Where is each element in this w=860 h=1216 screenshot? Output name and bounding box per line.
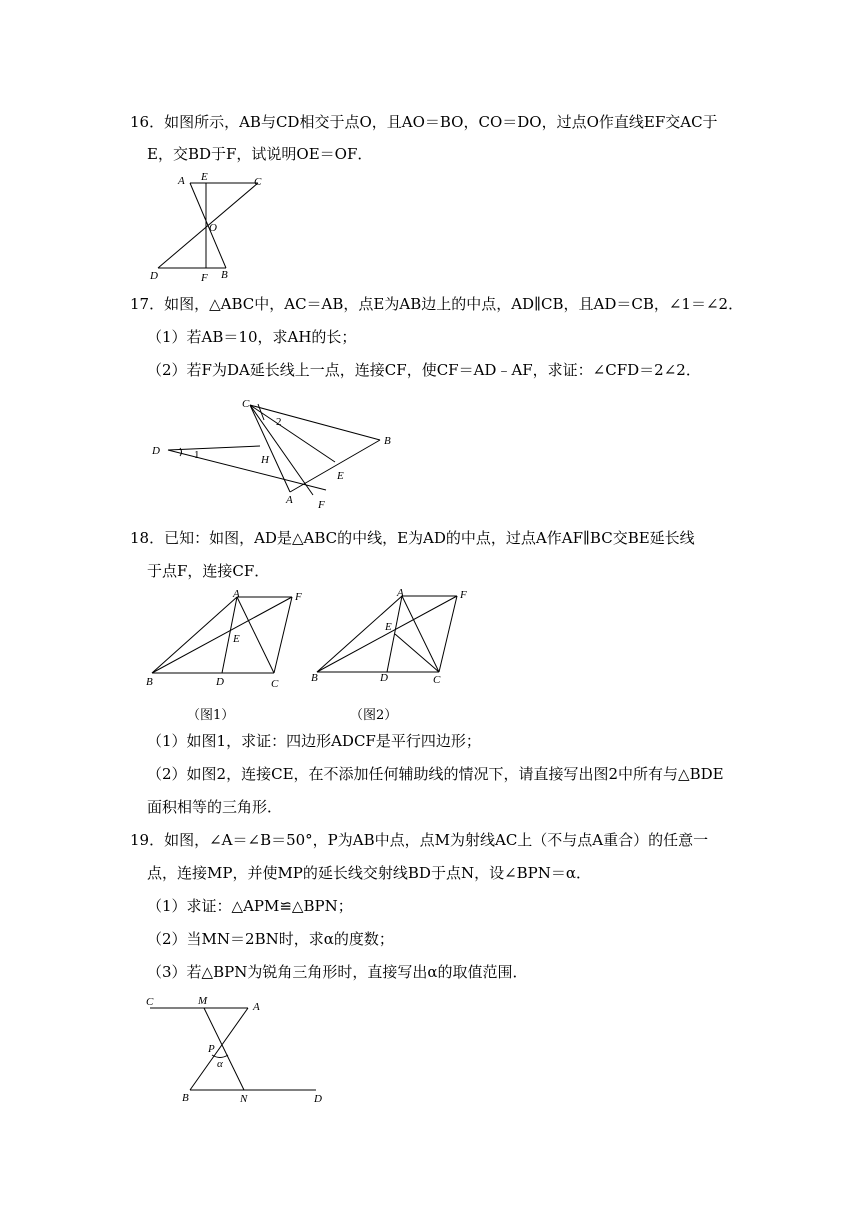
label-D: D: [152, 445, 160, 457]
label-O: O: [209, 222, 217, 234]
label-A: A: [397, 587, 404, 599]
problem-19-figure: [140, 990, 340, 1110]
label-E: E: [385, 621, 392, 633]
label-C: C: [254, 176, 262, 188]
label-H: H: [261, 454, 269, 466]
problem-number: 18．: [130, 529, 165, 547]
label-E: E: [337, 470, 344, 482]
label-F: F: [295, 591, 302, 603]
problem-18-part-2-cont: 面积相等的三角形．: [147, 798, 283, 816]
label-D: D: [314, 1093, 322, 1105]
label-A: A: [253, 1001, 260, 1013]
label-E: E: [233, 633, 240, 645]
problem-19-line-2: 点，连接MP，并使MP的延长线交射线BD于点N，设∠BPN＝α．: [147, 864, 592, 882]
problem-number: 19．: [130, 831, 165, 849]
label-B: B: [182, 1092, 189, 1104]
problem-text: 如图所示，AB与CD相交于点O，且AO＝BO，CO＝DO，过点O作直线EF交AC于: [164, 113, 718, 131]
label-P: P: [208, 1043, 215, 1055]
figure-1-caption: （图1）: [187, 708, 235, 723]
problem-number: 17．: [130, 295, 165, 313]
label-D: D: [216, 676, 224, 688]
problem-17-part-2: （2）若F为DA延长线上一点，连接CF，使CF＝AD﹣AF，求证：∠CFD＝2∠2．: [147, 361, 701, 379]
label-N: N: [240, 1093, 248, 1105]
problem-19-part-2: （2）当MN＝2BN时，求α的度数；: [147, 930, 394, 948]
label-B: B: [146, 676, 153, 688]
label-D: D: [150, 270, 158, 282]
problem-19-part-3: （3）若△BPN为锐角三角形时，直接写出α的取值范围．: [147, 963, 528, 981]
problem-18-figure-1: [140, 586, 320, 696]
label-C: C: [271, 678, 279, 690]
problem-text: 已知：如图，AD是△ABC的中线，E为AD的中点，过点A作AF∥BC交BE延长线: [164, 529, 695, 547]
problem-17-part-1: （1）若AB＝10，求AH的长；: [147, 328, 357, 346]
label-M: M: [198, 995, 208, 1007]
problem-text: 如图，∠A＝∠B＝50°，P为AB中点，点M为射线AC上（不与点A重合）的任意一: [164, 831, 709, 849]
problem-18-part-2: （2）如图2，连接CE，在不添加任何辅助线的情况下，请直接写出图2中所有与△BDE: [147, 765, 724, 783]
problem-18-line-1: [130, 528, 695, 548]
label-alpha: α: [217, 1058, 223, 1070]
problem-text: 如图，△ABC中，AC＝AB，点E为AB边上的中点，AD∥CB，且AD＝CB，∠1＝∠2．: [164, 295, 744, 313]
label-B: B: [384, 435, 391, 447]
problem-16-line-2: E，交BD于F，试说明OE＝OF．: [147, 145, 373, 163]
label-F: F: [318, 499, 325, 511]
label-C: C: [433, 674, 441, 686]
label-B: B: [221, 269, 228, 281]
problem-18-line-2: 于点F，连接CF．: [147, 562, 270, 580]
problem-18-part-1: （1）如图1，求证：四边形ADCF是平行四边形；: [147, 732, 481, 750]
label-F: F: [460, 589, 467, 601]
problem-17-line-1: [130, 294, 743, 314]
label-E: E: [201, 171, 208, 183]
label-angle-1: 1: [194, 449, 200, 461]
problem-19-part-1: （1）求证：△APM≌△BPN；: [147, 897, 353, 915]
label-A: A: [233, 588, 240, 600]
problem-19-line-1: [130, 830, 708, 850]
label-F: F: [201, 272, 208, 284]
label-C: C: [242, 398, 250, 410]
problem-16-line-1: [130, 112, 718, 132]
label-angle-2: 2: [276, 416, 282, 428]
problem-18-figure-2: [305, 584, 485, 694]
label-C: C: [146, 996, 154, 1008]
label-B: B: [311, 672, 318, 684]
label-A: A: [286, 494, 293, 506]
problem-16-figure: [140, 168, 280, 288]
problem-number: 16．: [130, 113, 165, 131]
label-A: A: [178, 175, 185, 187]
figure-2-caption: （图2）: [350, 708, 398, 723]
problem-17-figure: [140, 392, 410, 517]
label-D: D: [380, 672, 388, 684]
